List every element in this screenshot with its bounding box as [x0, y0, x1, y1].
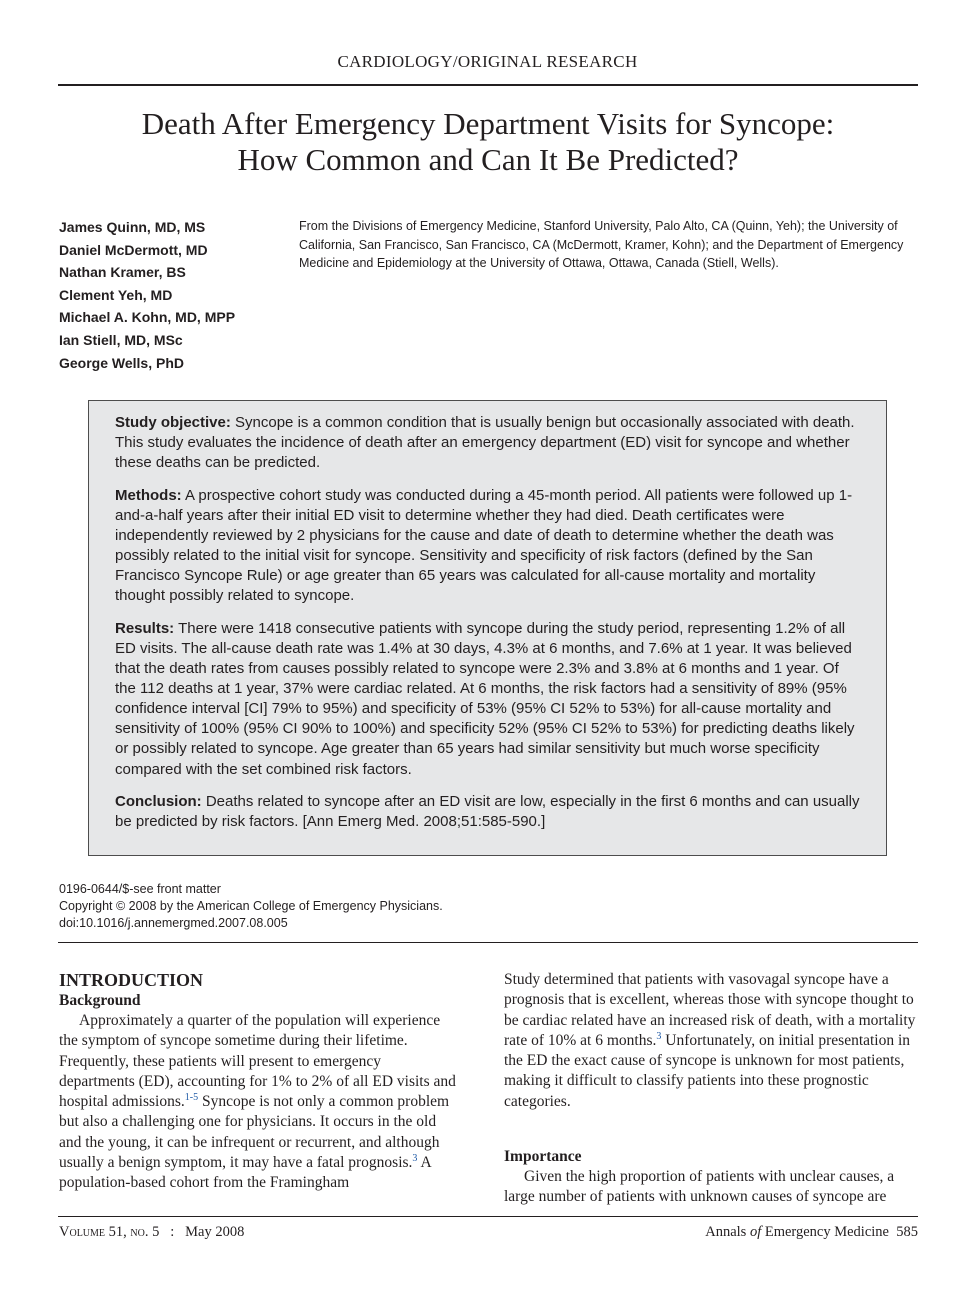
header-rule [58, 84, 918, 86]
reference-link[interactable]: 3 [412, 1152, 418, 1164]
title-line-1: Death After Emergency Department Visits for Syncope: [141, 106, 835, 141]
abstract-text: A prospective cohort study was conducted during a 45-month period. All patients were followed up 1-and-a-half years after their initial ED visit to determine whether they had died. Death certificates were independently reviewed by 2 physicians for the cause and date of death to determine whether the death was possibly related to the initial visit for syncope. Sensitivity and specificity of risk factors (defined by the San Francisco Syncope Rule) or age greater than 65 years was calculated for all-cause mortality and mortality thought possibly related to syncope. [115, 486, 853, 605]
volume-info: Volume 51, no. 5 [59, 1224, 160, 1240]
body-text: Approximately a quarter of the population will experience the symptom of syncope sometime during their lifetime. Frequently, these patients will present to emergency departments (ED), accounting for 1% to 2% of all ED visits and hospital admissions. [59, 1012, 456, 1111]
abstract-label: Methods: [115, 486, 182, 504]
body-column-right [504, 970, 916, 1208]
author: Clement Yeh, MD [59, 286, 173, 303]
body-column-left [59, 970, 457, 1194]
article-title [58, 106, 918, 178]
reference-link[interactable]: 3 [656, 1030, 662, 1042]
title-line-2: How Common and Can It Be Predicted? [237, 142, 739, 177]
journal-name: Annals [705, 1224, 747, 1240]
body-paragraph [59, 1011, 457, 1194]
journal-name: Emergency Medicine [764, 1224, 889, 1240]
section-label: CARDIOLOGY/ORIGINAL RESEARCH [337, 52, 638, 71]
journal-name: of [749, 1224, 762, 1240]
author: Daniel McDermott, MD [59, 241, 208, 258]
abstract-methods [115, 486, 862, 607]
abstract-label: Study objective: [115, 414, 231, 431]
issn-line: 0196-0644/$-see front matter [59, 882, 221, 896]
footer-journal [705, 1224, 918, 1241]
author: George Wells, PhD [59, 354, 184, 371]
body-paragraph: Given the high proportion of patients with unclear causes, a large number of patients with unknown causes of syncope are [504, 1168, 895, 1206]
footer-issue [59, 1224, 244, 1241]
footer-rule [58, 1216, 918, 1217]
body-text: Study determined that patients with vasovagal syncope have a prognosis that is excellent, whereas those with syncope thought to be cardiac related have an increased risk of death, with a mortality rate of 10% at 6 months. [504, 971, 916, 1049]
body-text: A population-based cohort from the Framingham [59, 1154, 431, 1192]
body-text: Syncope is not only a common problem but also a challenging one for physicians. It occurs in the old and the young, it can be infrequent or recurrent, and although usually a benign symptom, it may have a fatal prognosis. [59, 1093, 450, 1172]
section-heading: INTRODUCTION [59, 970, 204, 990]
author: Ian Stiell, MD, MSc [59, 331, 183, 348]
issue-date: May 2008 [185, 1224, 245, 1240]
page-number: 585 [896, 1224, 918, 1240]
abstract-text: There were 1418 consecutive patients with syncope during the study period, representing 1.2% of all ED visits. The all-cause death rate was 1.4% at 30 days, 4.3% at 6 months, and 7.6% at 1 year. It was believed that the death rates from causes possibly related to syncope were 2.3% and 3.8% at 6 months and 1 year. Of the 112 deaths at 1 year, 37% were cardiac related. At 6 months, the risk factors had a sensitivity of 89% (95% confidence interval [CI] 79% to 95%) and specificity of 53% (95% CI 52% to 53%) for all-cause mortality and sensitivity of 100% (95% CI 90% to 100%) and specificity 52% (95% CI 52% to 53%) for predicting deaths likely or possibly related to syncope. Age greater than 65 years had similar sensitivity but much worse specificity compared with the set combined risk factors. [115, 619, 855, 778]
affiliations: From the Divisions of Emergency Medicine, Stanford University, Palo Alto, CA (Quinn, Yeh); the University of California, San Francisco, San Francisco, CA (McDermott, Kramer, Kohn); and the Department of Emergency Medicine and Epidemiology at the University of Ottawa, Ottawa, Canada (Stiell, Wells). [299, 219, 904, 271]
abstract-conclusion [115, 792, 862, 832]
abstract-text: Deaths related to syncope after an ED visit are low, especially in the first 6 months and can usually be predicted by risk factors. [Ann Emerg Med. 2008;51:585-590.] [115, 793, 860, 831]
author: Nathan Kramer, BS [59, 264, 186, 281]
copyright-line: Copyright © 2008 by the American College of Emergency Physicians. [59, 898, 443, 913]
abstract-objective [115, 413, 862, 473]
body-text: Unfortunately, on initial presentation in the ED the exact cause of syncope is unknown for most patients, making it difficult to classify patients into these prognostic categories. [504, 1031, 911, 1110]
abstract-label: Conclusion: [115, 793, 202, 811]
footer-separator: : [170, 1224, 175, 1240]
author: James Quinn, MD, MS [59, 219, 206, 235]
doi-link[interactable]: doi:10.1016/j.annemergmed.2007.08.005 [59, 915, 288, 930]
subsection-heading: Background [59, 992, 141, 1009]
abstract-results [115, 619, 862, 780]
abstract-label: Results: [115, 619, 175, 637]
author-list [59, 216, 289, 374]
reference-link[interactable]: 1-5 [184, 1092, 199, 1104]
front-matter [59, 881, 443, 931]
author: Michael A. Kohn, MD, MPP [59, 309, 236, 326]
divider-rule [58, 942, 918, 943]
abstract-text: Syncope is a common condition that is usually benign but occasionally associated with death. This study evaluates the incidence of death after an emergency department (ED) visit for syncope and whether these deaths can be predicted. [115, 414, 855, 472]
abstract-box [88, 400, 887, 856]
body-paragraph [504, 970, 916, 1112]
subsection-heading: Importance [504, 1148, 582, 1166]
